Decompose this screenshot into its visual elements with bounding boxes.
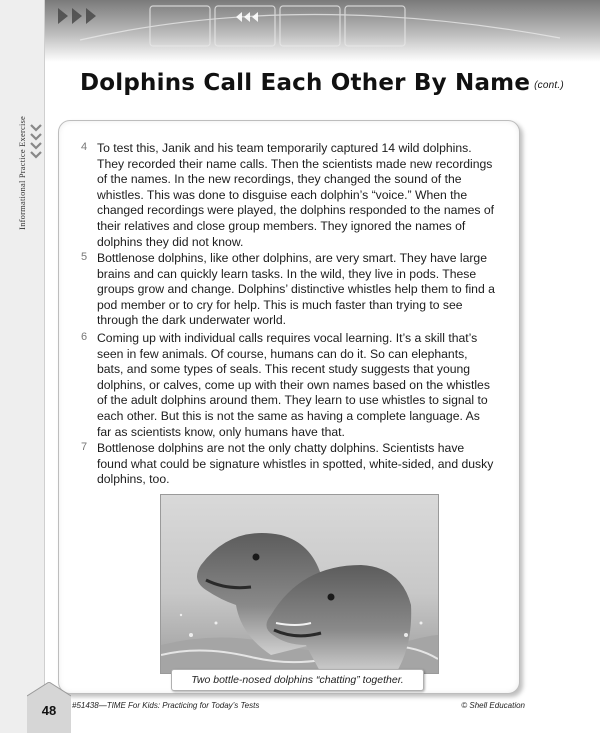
paragraph-number: 7 [81,441,88,453]
photo-caption: Two bottle-nosed dolphins “chatting” together. [171,669,424,691]
paragraph-number: 5 [81,251,88,263]
paragraph-text: Bottlenose dolphins, like other dolphins, are very smart. They have large brains and can quickly learn tasks. In the wild, they live in pods. These groups grow and change. Dolphins’ distinctive whistles help them to find a pod member or to cry for help. This is much faster than trying to see through the dark underwater world. [97,251,495,328]
dolphins-illustration [161,495,438,673]
publisher-credit: © Shell Education [461,701,525,710]
book-reference: #51438—TIME For Kids: Practicing for Today’s Tests [72,701,260,710]
paragraph-number: 6 [81,331,88,343]
article-card [58,120,520,694]
header-banner [0,0,600,62]
paragraph-text: Coming up with individual calls requires vocal learning. It’s a skill that’s seen in few animals. Of course, humans can do it. So can elephants, bats, and some types of seals. This recent study suggests that young dolphins, or calves, come up with their own names based on the whistles of the adult dolphins around them. They learn to use whistles to signal to each other. But this is not the same as having a complete language. As far as scientists know, only humans have that. [97,331,490,439]
chevron-down-icon [30,123,42,163]
title-text: Dolphins Call Each Other By Name [80,70,531,96]
paragraph-text: Bottlenose dolphins are not the only chatty dolphins. Scientists have found what could be signature whistles in spotted, white-sided, and dusky dolphins, too. [97,441,494,487]
page-number: 48 [41,703,57,718]
side-strip [0,0,45,733]
title-suffix: (cont.) [534,80,564,91]
page-title [80,70,564,96]
banner-graphic [0,0,600,62]
paragraph-text: To test this, Janik and his team temporarily captured 14 wild dolphins. They recorded their name calls. Then the scientists made new recordings of the names. In the new recordings, they changed the sound of the whistles. This was done to disguise each dolphin’s “voice.” When the changed recordings were played, the dolphins responded to the names of their relatives and close group members. They ignored the names of dolphins they did not know. [97,141,495,249]
dolphin-photo [160,494,439,674]
paragraph-number: 4 [81,141,88,153]
section-label: Informational Practice Exercise [17,116,27,230]
